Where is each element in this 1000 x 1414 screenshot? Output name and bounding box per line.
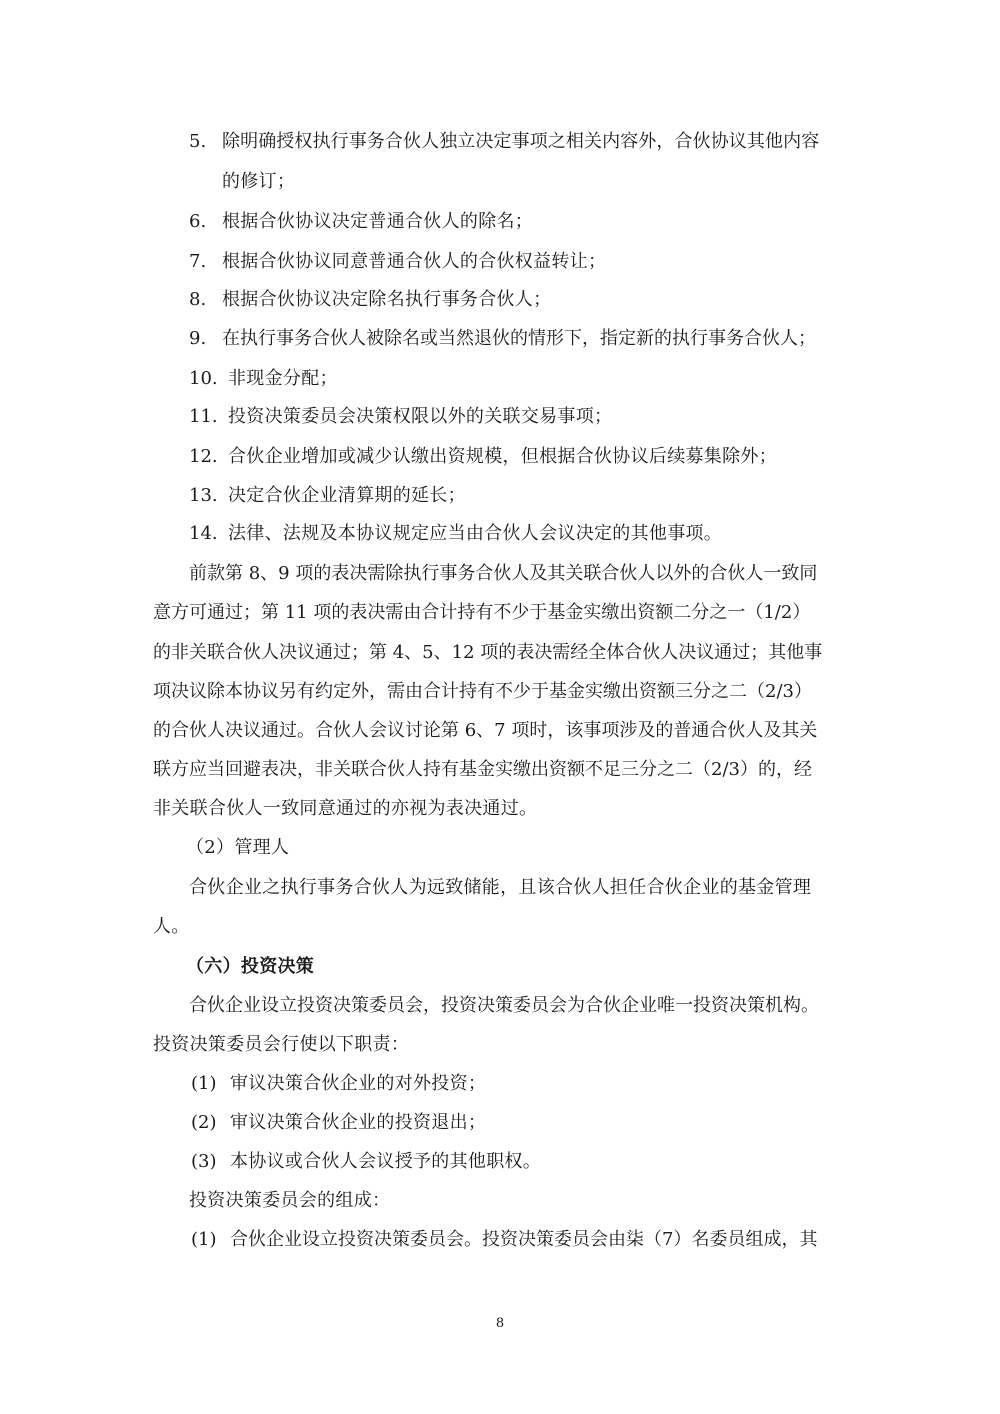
list-item-number: 12. <box>189 446 218 467</box>
list-item-number: 13. <box>189 485 218 506</box>
list-item-number: (2) <box>191 1112 217 1133</box>
list-item-number: 5. <box>189 131 207 152</box>
list-item-text: 根据合伙协议同意普通合伙人的合伙权益转让； <box>222 251 607 272</box>
paragraph-line: 的合伙人决议通过。合伙人会议讨论第 6、7 项时，该事项涉及的普通合伙人及其关 <box>153 720 818 741</box>
list-item-text: 除明确授权执行事务合伙人独立决定事项之相关内容外，合伙协议其他内容 <box>222 131 820 152</box>
paragraph-line: 非关联合伙人一致同意通过的亦视为表决通过。 <box>153 798 538 819</box>
list-item-text: 合伙企业增加或减少认缴出资规模，但根据合伙协议后续募集除外； <box>228 446 777 467</box>
paragraph-line: 意方可通过；第 11 项的表决需由合计持有不少于基金实缴出资额二分之一（1/2） <box>153 602 811 623</box>
list-item-text: 合伙企业设立投资决策委员会。投资决策委员会由柒（7）名委员组成，其 <box>230 1229 818 1250</box>
paragraph-line: 前款第 8、9 项的表决需除执行事务合伙人及其关联合伙人以外的合伙人一致同 <box>189 563 818 584</box>
list-item-number: (1) <box>191 1229 217 1250</box>
list-item-text: 投资决策委员会决策权限以外的关联交易事项； <box>228 406 613 427</box>
list-item-text: 非现金分配； <box>228 368 338 389</box>
section-heading: （六）投资决策 <box>186 956 315 977</box>
list-item-number: 9. <box>189 328 207 349</box>
list-item-number: 6. <box>189 211 207 232</box>
list-item-continuation: 的修订； <box>222 171 296 192</box>
list-item-text: 在执行事务合伙人被除名或当然退伙的情形下，指定新的执行事务合伙人； <box>222 328 816 349</box>
paragraph-line: 合伙企业设立投资决策委员会，投资决策委员会为合伙企业唯一投资决策机构。 <box>189 995 819 1016</box>
list-item-number: 7. <box>189 251 207 272</box>
paragraph-line: 合伙企业之执行事务合伙人为远致储能，且该合伙人担任合伙企业的基金管理 <box>189 877 812 898</box>
page-number: 8 <box>495 1316 505 1331</box>
list-item-number: 14. <box>189 523 218 544</box>
paragraph-line: 联方应当回避表决，非关联合伙人持有基金实缴出资额不足三分之二（2/3）的，经 <box>153 759 812 780</box>
list-item-text: 审议决策合伙企业的投资退出； <box>230 1112 487 1133</box>
list-item-text: 审议决策合伙企业的对外投资； <box>230 1073 487 1094</box>
list-item-number: 10. <box>189 368 218 389</box>
paragraph-line: 的非关联合伙人决议通过；第 4、5、12 项的表决需经全体合伙人决议通过；其他事 <box>153 642 823 663</box>
list-item-number: 8. <box>189 289 207 310</box>
list-item-number: (3) <box>191 1151 217 1172</box>
paragraph-line: 项决议除本协议另有约定外，需由合计持有不少于基金实缴出资额三分之二（2/3） <box>153 681 812 702</box>
list-item-text: 法律、法规及本协议规定应当由合伙人会议决定的其他事项。 <box>228 523 723 544</box>
list-item-text: 决定合伙企业清算期的延长； <box>228 485 466 506</box>
list-item-number: 11. <box>189 406 218 427</box>
list-item-text: 根据合伙协议决定普通合伙人的除名； <box>222 211 534 232</box>
list-item-text: 根据合伙协议决定除名执行事务合伙人； <box>222 289 552 310</box>
paragraph-line: 投资决策委员会的组成： <box>189 1190 391 1211</box>
paragraph-line: 人。 <box>153 916 190 937</box>
subsection-heading: （2）管理人 <box>186 837 290 858</box>
paragraph-line: 投资决策委员会行使以下职责： <box>153 1034 410 1055</box>
list-item-text: 本协议或合伙人会议授予的其他职权。 <box>230 1151 542 1172</box>
list-item-number: (1) <box>191 1073 217 1094</box>
